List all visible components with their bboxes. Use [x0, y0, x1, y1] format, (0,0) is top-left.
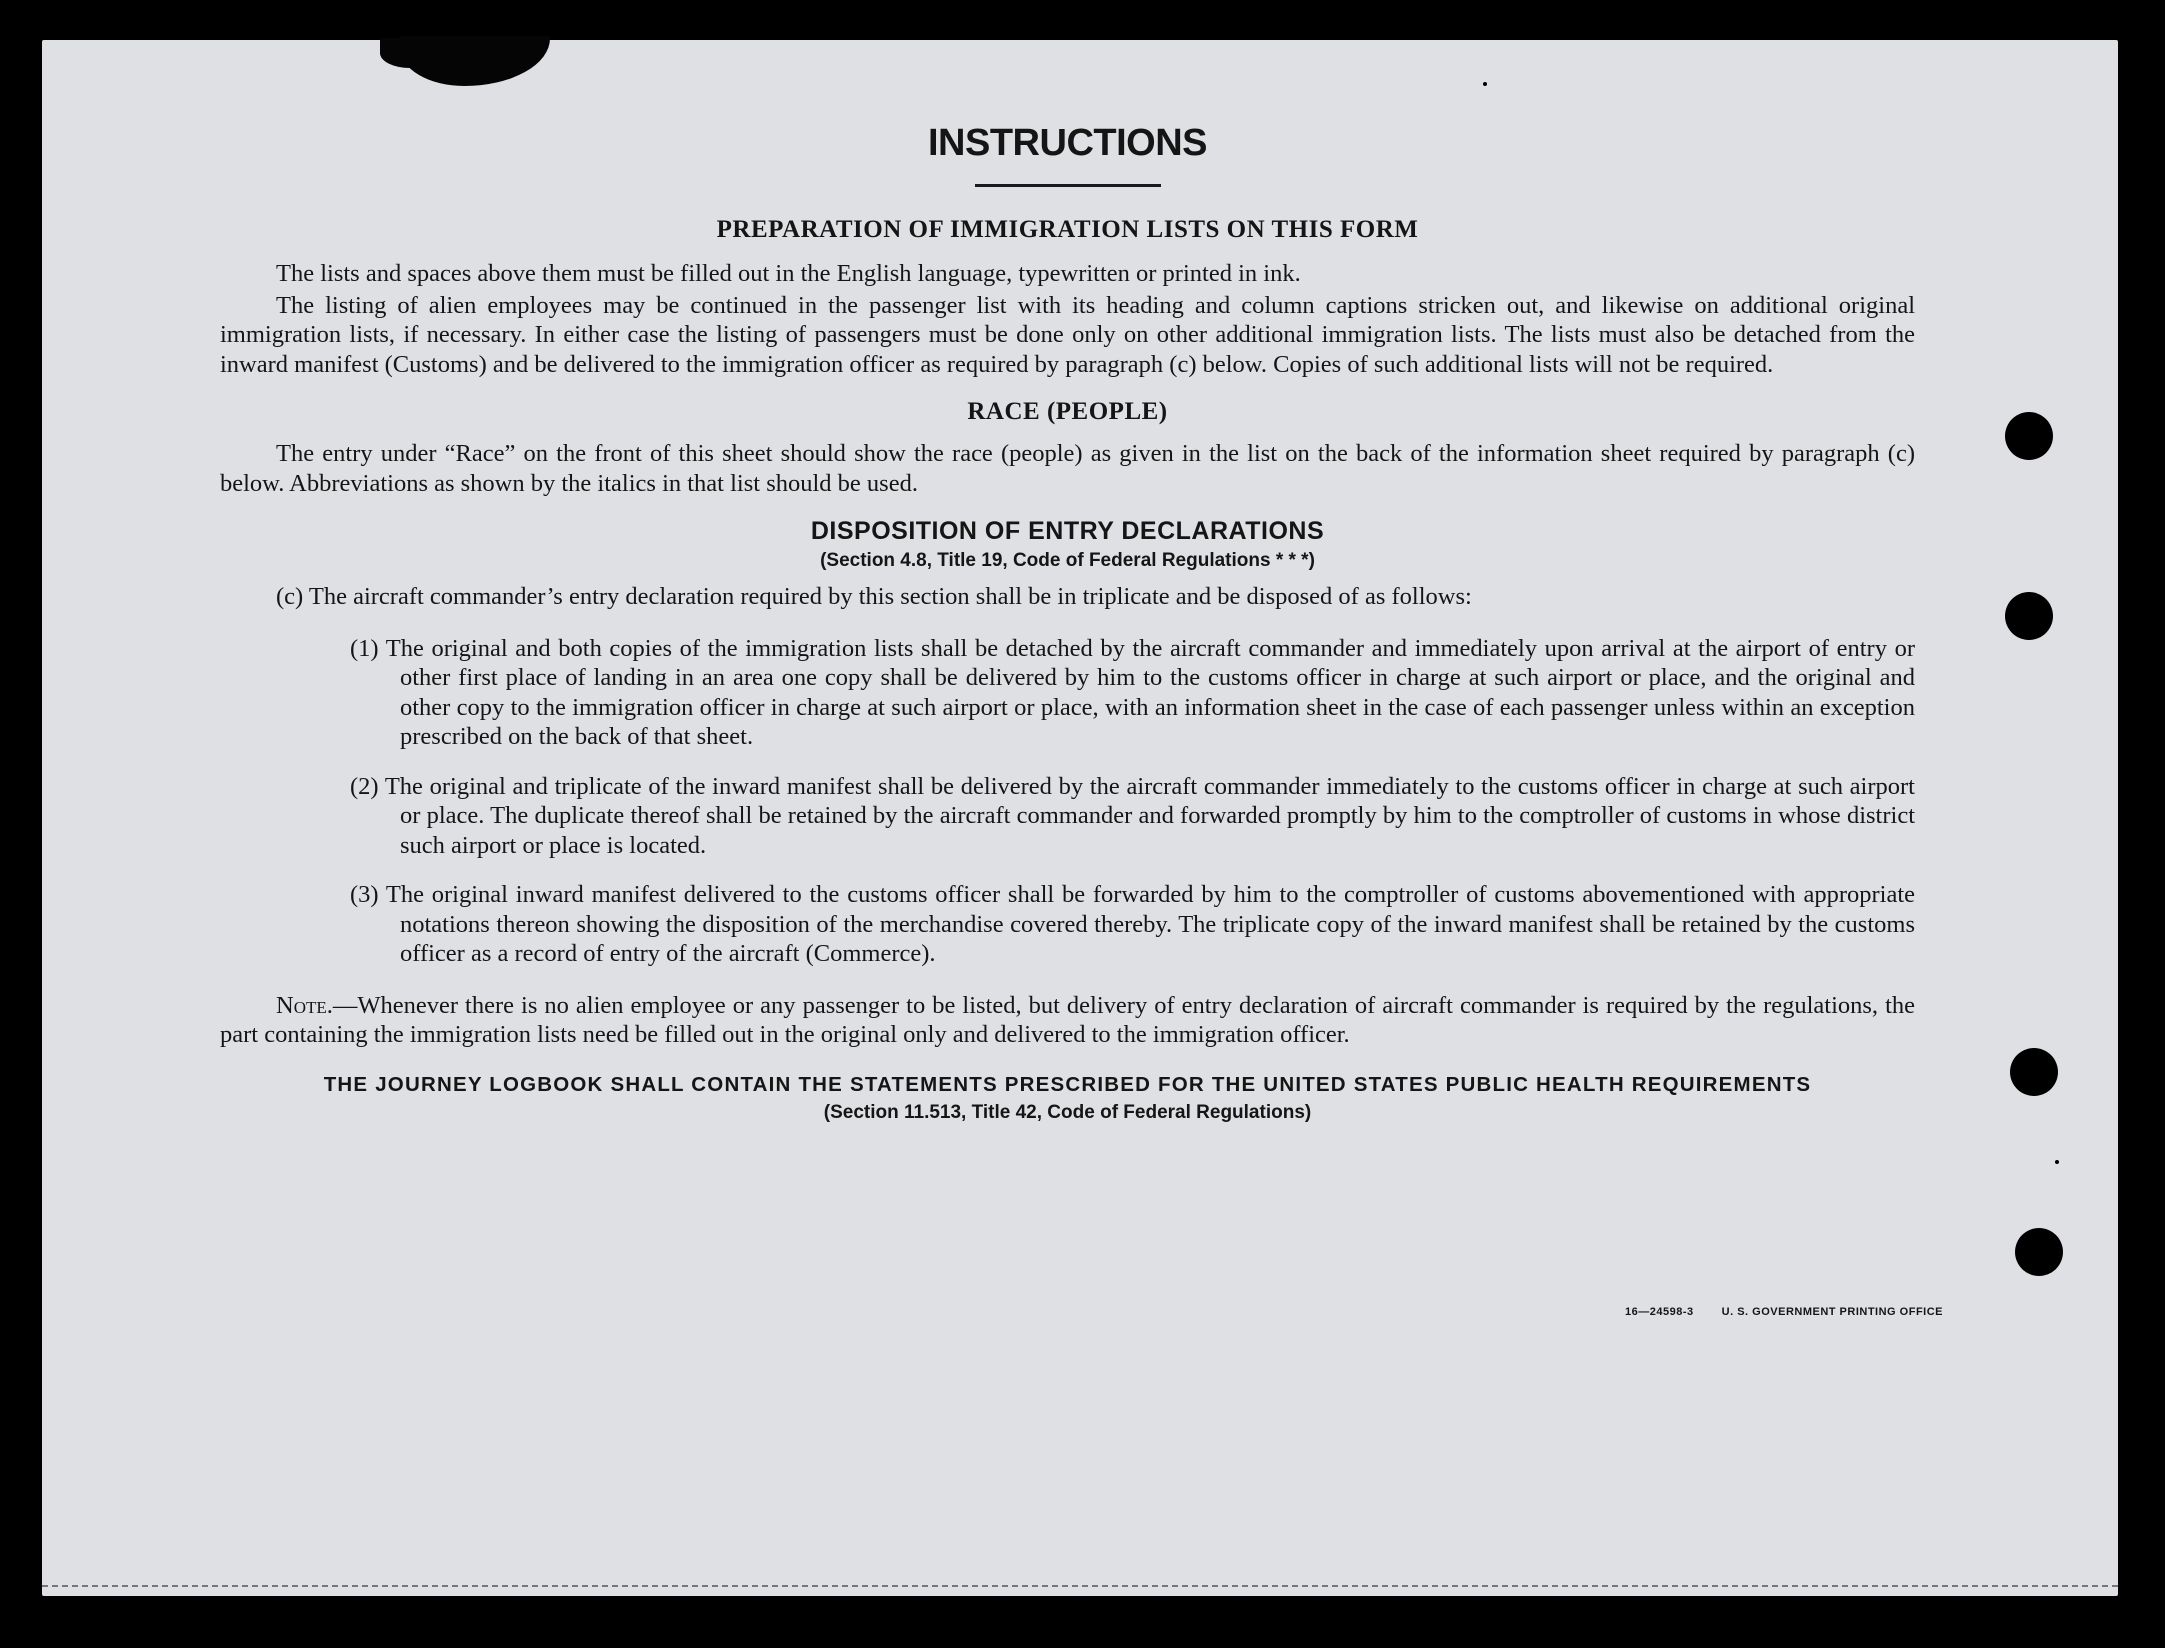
health-citation: (Section 11.513, Title 42, Code of Federal Regulations): [823, 1101, 1312, 1123]
note-lead: Note.: [276, 991, 333, 1019]
page-title: INSTRUCTIONS: [928, 122, 1207, 164]
paragraph-note: [220, 991, 1915, 1050]
punch-hole: [2010, 1048, 2058, 1096]
section-subheading-citation: (Section 4.8, Title 19, Code of Federal Regulations * * *): [820, 550, 1315, 571]
list-item: (3) The original inward manifest delivered to the customs officer shall be forwarded by him to the comptroller of customs abovementioned with appropriate notations thereon showing the disposition of the merchandise covered thereby. The triplicate copy of the inward manifest shall be retained by the customs officer as a record of entry of the aircraft (Commerce).: [350, 881, 1915, 967]
printer-imprint: [1625, 1306, 1943, 1318]
form-number: 16—24598-3: [1625, 1306, 1694, 1318]
paragraph-c-intro: (c) The aircraft commander’s entry declaration required by this section shall be in triplicate and be disposed of as follows:: [276, 583, 1472, 610]
list-item: (2) The original and triplicate of the inward manifest shall be delivered by the aircraft commander immediately to the customs officer in charge at such airport or place. The duplicate thereof shall be retained by the aircraft commander and forwarded promptly by him to the comptroller of customs in whose district such airport or place is located.: [350, 772, 1915, 859]
punch-hole: [2015, 1228, 2063, 1276]
title-rule: [975, 184, 1161, 187]
punch-hole: [2005, 412, 2053, 460]
section-heading-race: RACE (PEOPLE): [967, 398, 1168, 425]
speck: [2055, 1160, 2059, 1164]
paragraph-alien-employees: The listing of alien employees may be continued in the passenger list with its heading and column captions stricken out, and likewise on additional original immigration lists, if necessary. In either case the listing of passengers must be done only on other additional immigration lists. The lists must also be detached from the inward manifest (Customs) and be delivered to the immigration officer as required by paragraph (c) below. Copies of such additional lists will not be required.: [220, 291, 1915, 378]
speck: [1483, 82, 1487, 86]
instructions-body: [220, 120, 1915, 1126]
section-heading-preparation: PREPARATION OF IMMIGRATION LISTS ON THIS FORM: [716, 216, 1419, 243]
note-text: —Whenever there is no alien employee or any passenger to be listed, but delivery of entry declaration of aircraft commander is required by the regulations, the part containing the immigration lists need be filled out in the original only and delivered to the immigration officer.: [220, 991, 1915, 1048]
paragraph-language: The lists and spaces above them must be filled out in the English language, typewritten or printed in ink.: [276, 260, 1301, 287]
punch-hole: [2005, 592, 2053, 640]
health-requirements-statement: THE JOURNEY LOGBOOK SHALL CONTAIN THE STATEMENTS PRESCRIBED FOR THE UNITED STATES PUBLIC HEALTH REQUIREMENTS: [323, 1072, 1812, 1096]
paragraph-race: The entry under “Race” on the front of this sheet should show the race (people) as given in the list on the back of the information sheet required by paragraph (c) below. Abbreviations as shown by the italics in that list should be used.: [220, 440, 1915, 497]
list-item: (1) The original and both copies of the immigration lists shall be detached by the aircraft commander and immediately upon arrival at the airport of entry or other first place of landing in an area one copy shall be delivered by him to the customs officer in charge at such airport or place, and the original and other copy to the immigration officer in charge at such airport or place, with an information sheet in the case of each passenger unless within an exception prescribed on the back of that sheet.: [350, 634, 1915, 750]
perforation-line: [42, 1585, 2118, 1589]
section-heading-disposition: DISPOSITION OF ENTRY DECLARATIONS: [810, 517, 1325, 545]
printer-name: U. S. GOVERNMENT PRINTING OFFICE: [1721, 1306, 1943, 1318]
